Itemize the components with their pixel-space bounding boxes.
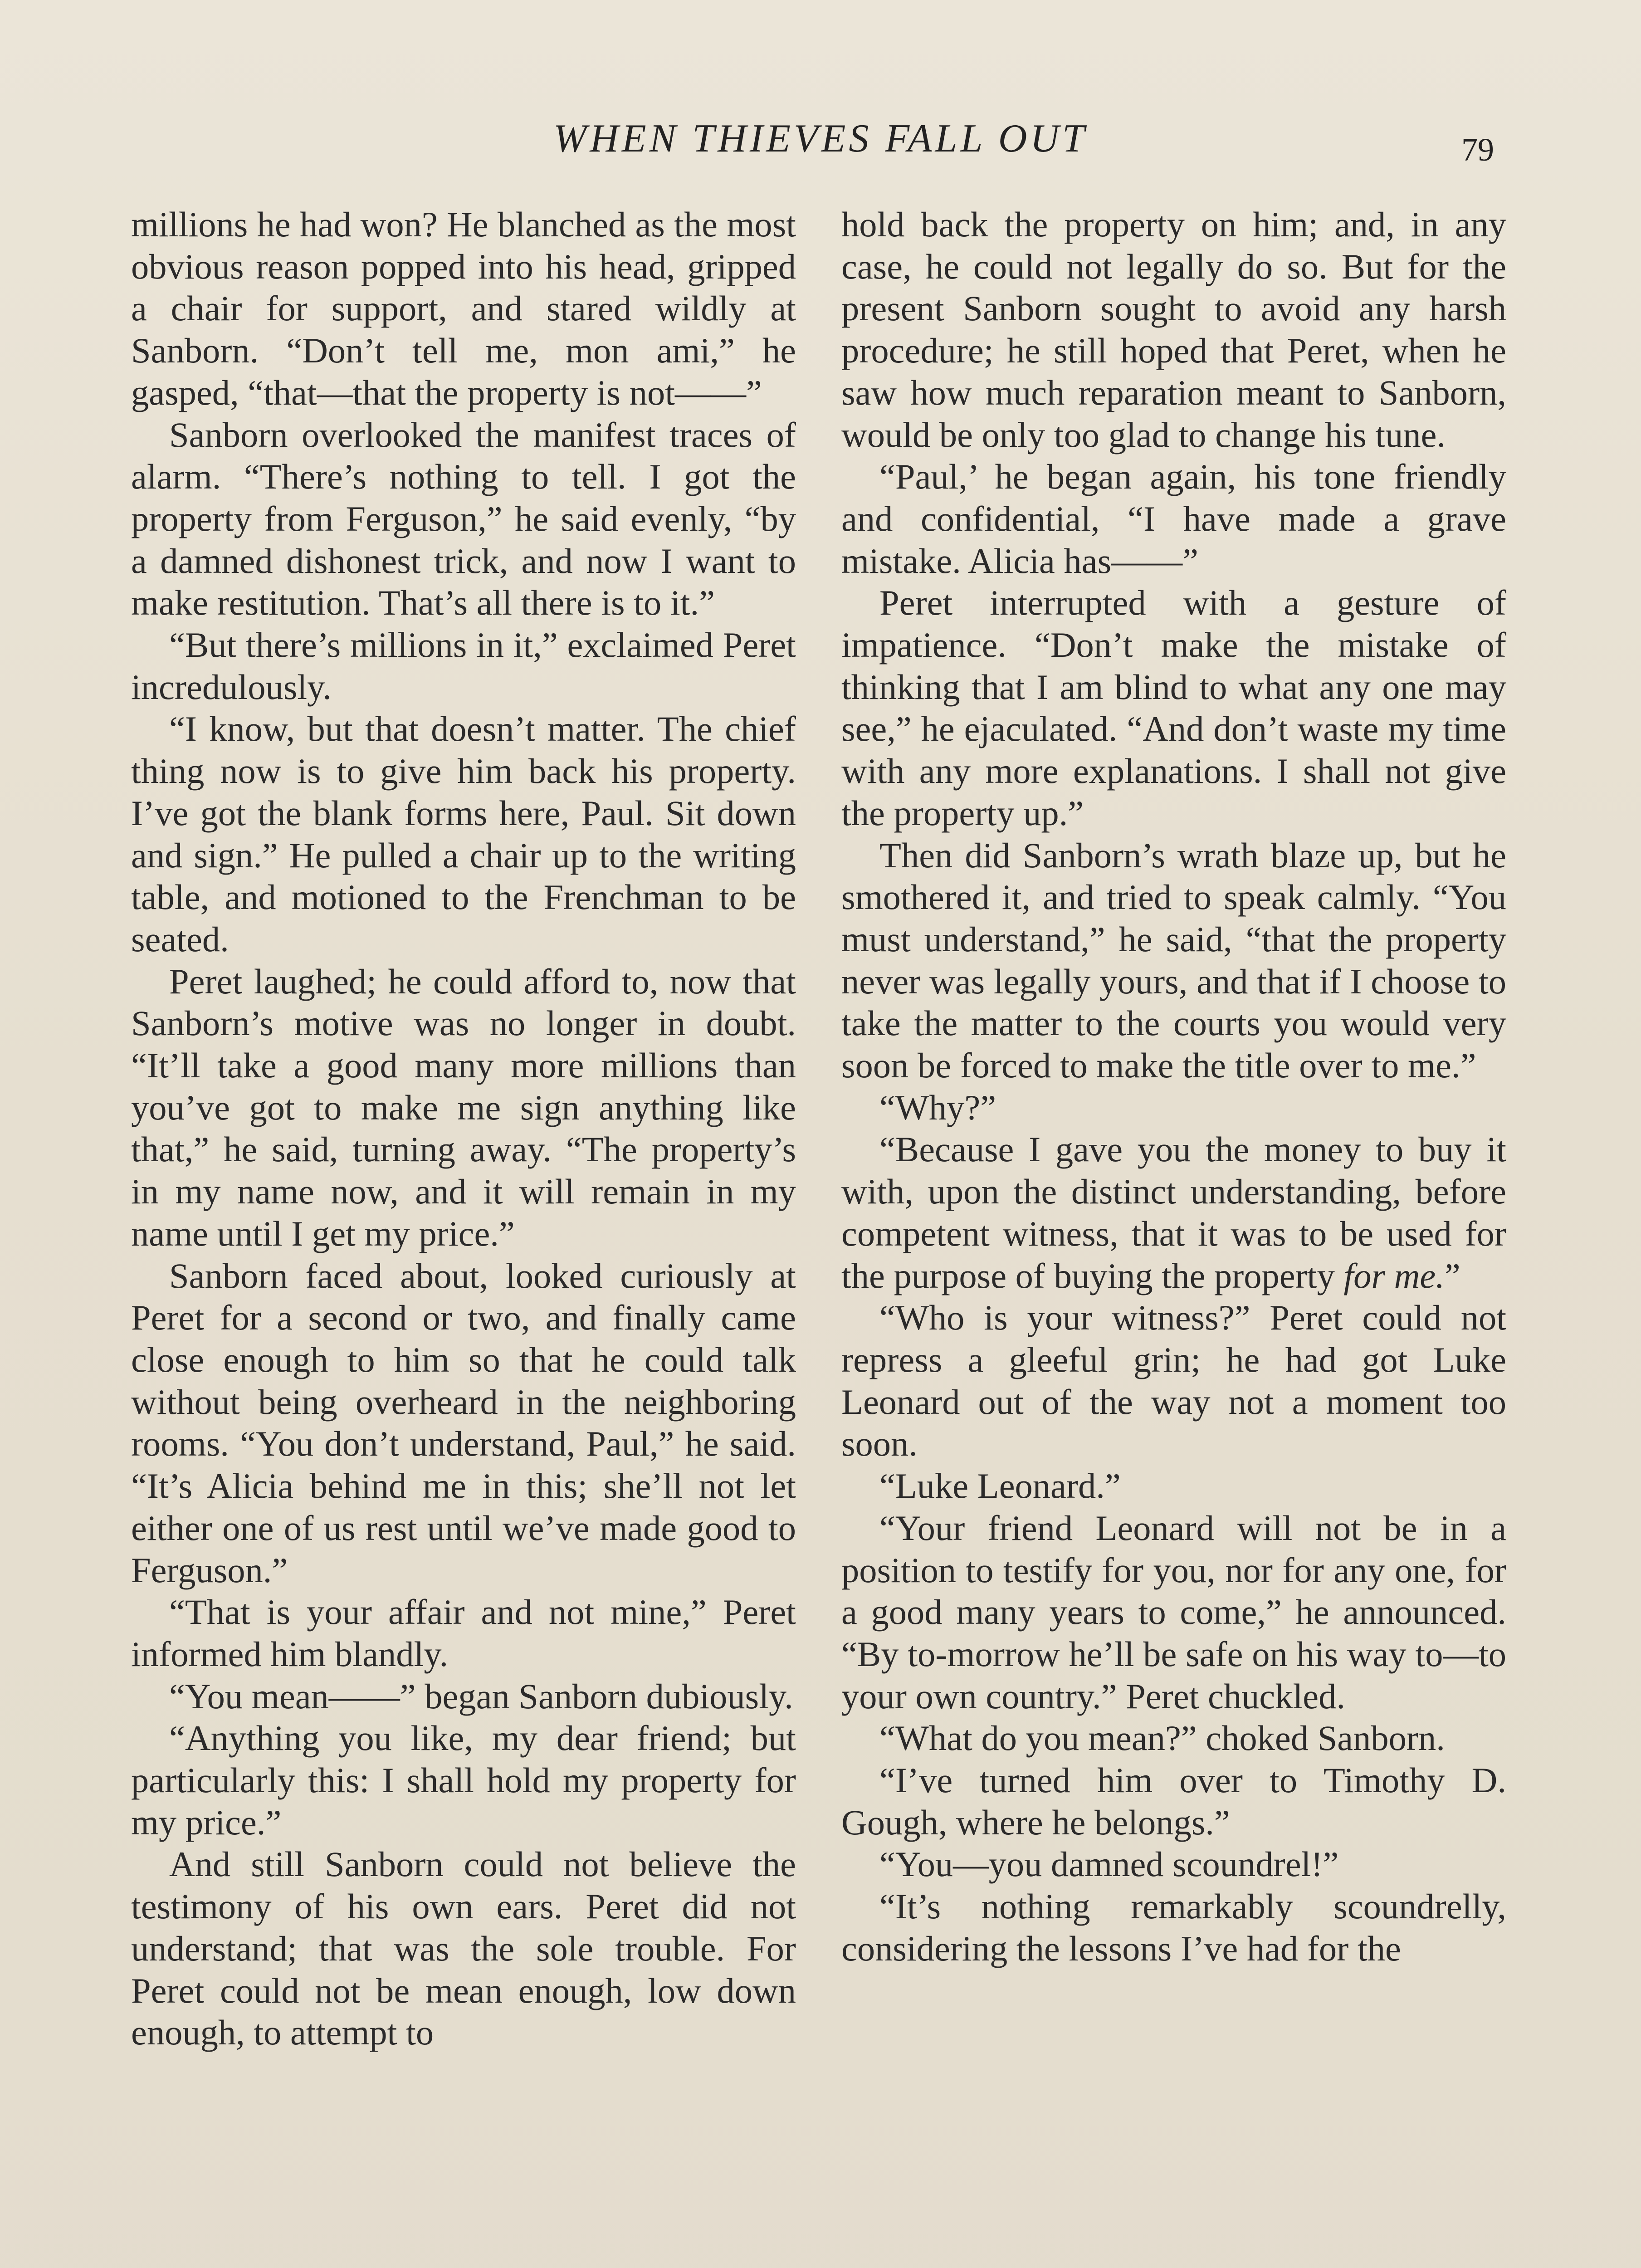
closing-quote: ”	[1444, 1256, 1460, 1295]
paragraph: “But there’s millions in it,” exclaimed Peret incredulously.	[131, 625, 796, 707]
paragraph: “You—you damned scoundrel!”	[879, 1844, 1339, 1884]
paragraph: “Luke Leonard.”	[879, 1466, 1121, 1506]
paragraph: “That is your affair and not mine,” Peret informed him blandly.	[131, 1592, 796, 1674]
page-number: 79	[1461, 132, 1494, 168]
paragraph: And still Sanborn could not believe the testimony of his own ears. Peret did not understand; that was the sole trouble. For Peret could not be mean enough, low down enough, to attempt to	[131, 1844, 796, 2053]
paragraph: “Why?”	[879, 1087, 996, 1127]
paragraph: “I know, but that doesn’t matter. The chief thing now is to give him back his property. I’ve got the blank forms here, Paul. Sit down and sign.” He pulled a chair up to the writing table, and motioned to the Frenchman to be seated.	[131, 709, 796, 959]
paragraph: Then did Sanborn’s wrath blaze up, but he smothered it, and tried to speak calmly. “You must understand,” he said, “that the property never was legally yours, and that if I choose to take the matter to the courts you would very soon be forced to make the title over to me.”	[841, 835, 1506, 1085]
running-title: WHEN THIEVES FALL OUT	[553, 117, 1088, 161]
paragraph: Peret laughed; he could afford to, now that Sanborn’s motive was no longer in doubt. “It’ll take a good many more millions than you’ve got to make me sign anything like that,” he said, turning away. “The property’s in my name now, and it will remain in my name until I get my price.”	[131, 961, 796, 1253]
paragraph: hold back the property on him; and, in any case, he could not legally do so. But for the present Sanborn sought to avoid any harsh procedure; he still hoped that Peret, when he saw how much reparation meant to Sanborn, would be only too glad to change his tune.	[841, 205, 1506, 455]
paragraph: “Who is your witness?” Peret could not repress a gleeful grin; he had got Luke Leonard out of the way not a moment too soon.	[841, 1298, 1506, 1464]
right-column	[841, 204, 1506, 1970]
paragraph: “Paul,’ he began again, his tone friendly and confidential, “I have made a grave mistake. Alicia has——”	[841, 457, 1506, 581]
emphasis-text: for me.	[1343, 1256, 1445, 1295]
paragraph: millions he had won? He blanched as the most obvious reason popped into his head, gripped a chair for support, and stared wildly at Sanborn. “Don’t tell me, mon ami,” he gasped, “that—that the property is not——”	[131, 205, 796, 412]
paragraph: “You mean——” began Sanborn dubiously.	[169, 1676, 793, 1716]
paragraph: “It’s nothing remarkably scoundrelly, considering the lessons I’ve had for the	[841, 1887, 1506, 1968]
paragraph: Sanborn faced about, looked curiously at Peret for a second or two, and finally came close enough to him so that he could talk without being overheard in the neighboring rooms. “You don’t understand, Paul,” he said. “It’s Alicia behind me in this; she’ll not let either one of us rest until we’ve made good to Ferguson.”	[131, 1256, 796, 1590]
paragraph-text: “Because I gave you the money to buy it with, upon the distinct understanding, before competent witness, that it was to be used for the purpose of buying the property	[841, 1129, 1506, 1295]
paragraph	[841, 1129, 1506, 1297]
paragraph: “What do you mean?” choked Sanborn.	[879, 1718, 1445, 1758]
paragraph: “Your friend Leonard will not be in a position to testify for you, nor for any one, for a good many years to come,” he announced. “By to-morrow he’ll be safe on his way to—to your own country.” Peret chuckled.	[841, 1508, 1506, 1716]
left-column	[131, 204, 796, 2054]
paragraph: Peret interrupted with a gesture of impatience. “Don’t make the mistake of thinking that I am blind to what any one may see,” he ejaculated. “And don’t waste my time with any more explanations. I shall not give the property up.”	[841, 583, 1506, 833]
paragraph: “I’ve turned him over to Timothy D. Gough, where he belongs.”	[841, 1760, 1506, 1842]
paragraph: Sanborn overlooked the manifest traces of alarm. “There’s nothing to tell. I got the property from Ferguson,” he said evenly, “by a damned dishonest trick, and now I want to make restitution. That’s all there is to it.”	[131, 415, 796, 623]
paragraph: “Anything you like, my dear friend; but particularly this: I shall hold my property for my price.”	[131, 1718, 796, 1842]
